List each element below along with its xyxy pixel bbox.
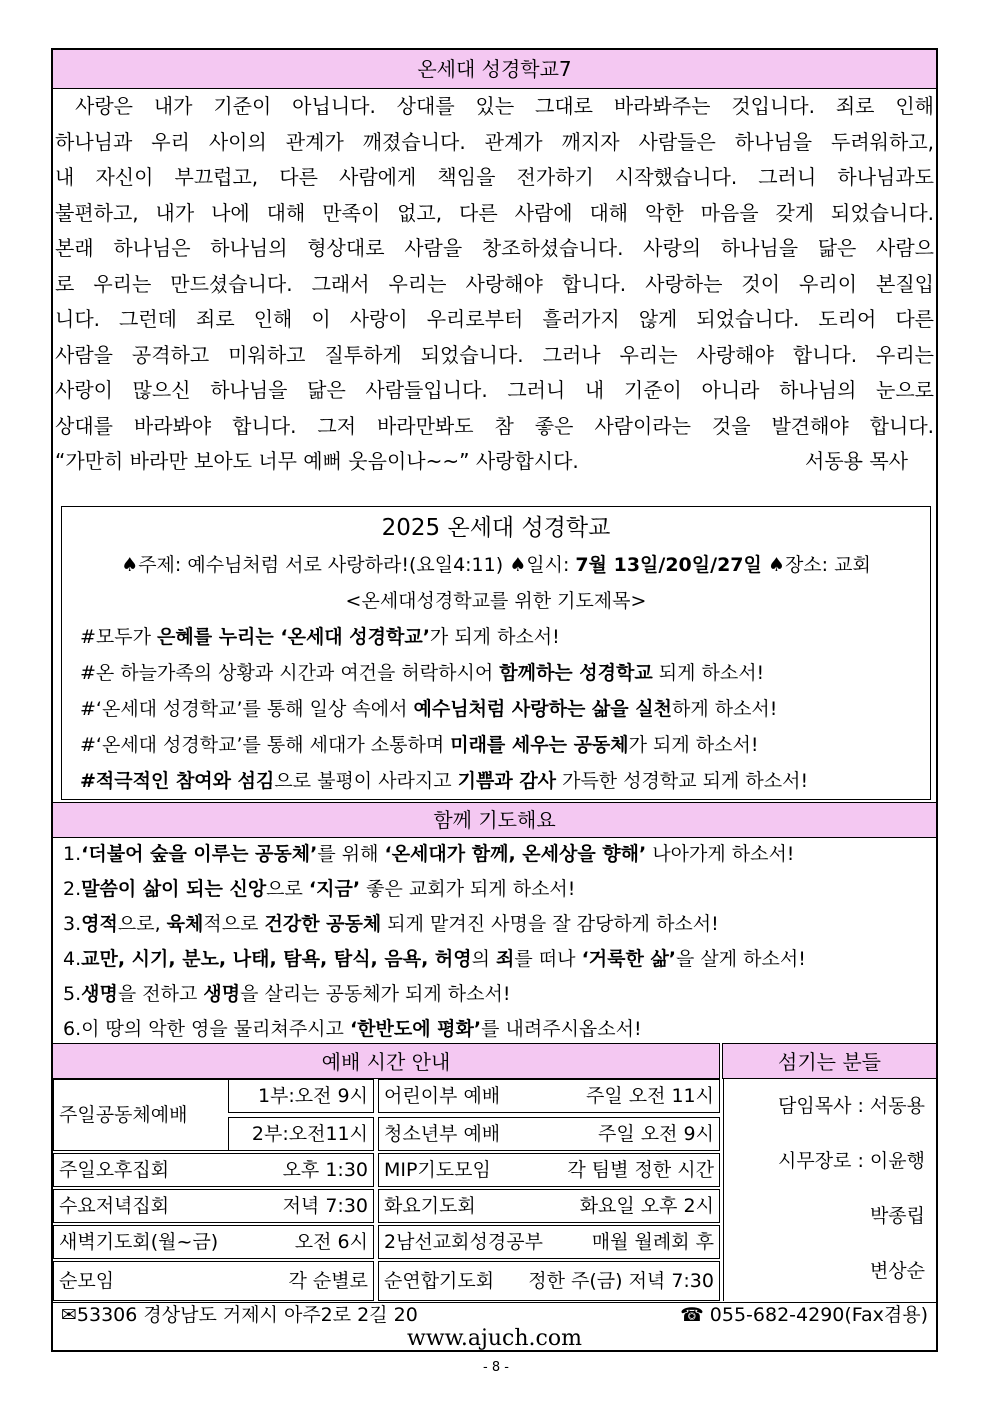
cell-group: 순모임 각 순별로 — [53, 1261, 374, 1301]
address: ✉53306 경상남도 거제시 아주2로 2길 20 — [61, 1304, 418, 1326]
phone: ☎ 055-682-4290(Fax겸용) — [680, 1304, 928, 1326]
children-service: 어린이부 예배 주일 오전 11시 — [378, 1079, 720, 1113]
date-label: ♠일시: — [509, 554, 570, 576]
prayer-fragment: #모두가 — [80, 626, 158, 648]
sunday-service-1: 1부:오전 9시 — [228, 1079, 374, 1113]
prayer-item — [63, 907, 933, 942]
bible-school-title: 2025 온세대 성경학교 — [381, 515, 611, 541]
prayer-fragment: 3. — [63, 913, 82, 935]
prayer-fragment: #‘온세대 성경학교’를 통해 일상 속에서 — [80, 698, 414, 720]
essay-line: 상대를 바라봐야 합니다. 그저 바라만봐도 참 좋은 사람이라는 것을 발견해야 합니다. — [55, 413, 934, 438]
mens-bible-study: 2남선교회성경공부 매월 월례회 후 — [378, 1225, 720, 1259]
prayer-fragment: 2. — [63, 878, 82, 900]
prayer-fragment: ‘거룩한 삶’ — [581, 948, 677, 970]
prayer-fragment: 기쁨과 감사 — [457, 770, 557, 792]
worship-section — [53, 1043, 936, 1301]
elder: 시무장로 : 이윤행 — [778, 1150, 925, 1172]
prayer-fragment: 5. — [63, 983, 82, 1005]
prayer-fragment: 교만, 시기, 분노, 나태, 탐욕, 탐식, 음욕, 허영 — [81, 948, 472, 970]
prayer-fragment: 6.이 땅의 악한 영을 물리쳐주시고 — [63, 1018, 350, 1040]
prayer-fragment: 가 되게 하소서! — [429, 626, 560, 648]
prayer-fragment: 을 살게 하소서! — [676, 948, 806, 970]
prayer-fragment: 가 되게 하소서! — [628, 734, 759, 756]
prayer-fragment: 영적 — [81, 913, 118, 935]
essay-line: 본래 하나님은 하나님의 형상대로 사람을 창조하셨습니다. 사랑의 하나님을 닮은 사람으 — [55, 236, 934, 260]
essay — [53, 89, 936, 540]
prayer-fragment: 나아가게 하소서! — [646, 843, 795, 865]
prayer-fragment: ‘한반도에 평화’ — [349, 1018, 482, 1040]
prayer-fragment: ‘더불어 숲을 이루는 공동체’ — [81, 843, 318, 865]
prayer-fragment: 육체 — [166, 913, 204, 935]
section-title: 온세대 성경학교7 — [53, 50, 936, 89]
theme-label: ♠주제: — [121, 554, 182, 576]
prayer-fragment: 를 내려주시옵소서! — [481, 1018, 642, 1040]
mip-prayer: MIP기도모임 각 팀별 정한 시간 — [378, 1153, 720, 1187]
prayer-fragment: ‘지금’ — [308, 878, 361, 900]
prayer-fragment: 가득한 성경학교 되게 하소서! — [556, 770, 809, 792]
author: 서동용 목사 — [805, 449, 908, 473]
bible-school-prayer-item — [62, 691, 930, 727]
worship-title: 예배 시간 안내 — [53, 1043, 720, 1079]
prayer-item — [63, 942, 933, 977]
website-link[interactable]: www.ajuch.com — [407, 1326, 582, 1351]
prayer-fragment: ‘온세대가 함께, 온세상을 향해’ — [384, 843, 647, 865]
place: 교회 — [834, 554, 871, 576]
prayer-fragment: 1. — [63, 843, 82, 865]
joint-prayer: 순연합기도회 정한 주(금) 저녁 7:30 — [378, 1261, 720, 1301]
bible-school-box — [61, 506, 931, 800]
prayer-fragment: 미래를 세우는 공동체 — [450, 734, 629, 756]
senior-pastor: 담임목사 : 서동용 — [778, 1095, 925, 1117]
essay-line: 불편하고, 내가 나에 대해 만족이 없고, 다른 사람에 대해 악한 마음을 갖게 되었습니다. — [55, 200, 934, 225]
closing-text: “가만히 바라만 보아도 너무 예뻐 웃음이나~~” 사랑합시다. — [55, 449, 579, 473]
prayer-fragment: 으로 — [266, 878, 309, 900]
prayer-topics-title: <온세대성경학교를 위한 기도제목> — [345, 590, 647, 612]
prayer-fragment: 하게 하소서! — [671, 698, 778, 720]
prayer-fragment: 말씀이 삶이 되는 신앙 — [81, 878, 267, 900]
prayer-item — [63, 872, 933, 907]
prayer-fragment: 으로, — [117, 913, 167, 935]
date: 7월 13일/20일/27일 — [575, 554, 762, 576]
essay-line: 하나님과 우리 사이의 관계가 깨졌습니다. 관계가 깨지자 사람들은 하나님을 두려워하고, — [55, 129, 934, 154]
elder-3: 변상순 — [869, 1260, 925, 1282]
prayer-fragment: 좋은 교회가 되게 하소서! — [360, 878, 576, 900]
essay-line: 니다. 그런데 죄로 인해 이 사랑이 우리로부터 흘러가지 않게 되었습니다. 도리어 다른 — [55, 307, 934, 331]
tuesday-prayer: 화요기도회 화요일 오후 2시 — [378, 1189, 720, 1223]
essay-line: 사랑은 내가 기준이 아닙니다. 상대를 있는 그대로 바라봐주는 것입니다. 죄로 인해 — [75, 94, 934, 118]
place-label: ♠장소: — [767, 554, 829, 576]
prayer-item — [63, 837, 933, 872]
bible-school-meta — [62, 547, 930, 583]
prayer-fragment: 예수님처럼 사랑하는 삶을 실천 — [413, 698, 672, 720]
prayer-fragment: 생명 — [203, 983, 241, 1005]
sunday-service-2: 2부:오전11시 — [228, 1117, 374, 1151]
prayer-fragment: 의 — [471, 948, 497, 970]
prayer-fragment: 를 위해 — [317, 843, 385, 865]
prayer-fragment: 건강한 공동체 — [264, 913, 382, 935]
bible-school-prayer-item — [62, 619, 930, 655]
prayer-item — [63, 977, 933, 1012]
prayer-fragment: #‘온세대 성경학교’를 통해 세대가 소통하며 — [80, 734, 451, 756]
youth-service: 청소년부 예배 주일 오전 9시 — [378, 1117, 720, 1151]
prayer-fragment: 은혜를 누리는 ‘온세대 성경학교’ — [157, 626, 430, 648]
sunday-service: 주일공동체예배 — [53, 1079, 228, 1151]
prayer-fragment: 함께하는 성경학교 — [499, 662, 653, 684]
theme: 예수님처럼 서로 사랑하라!(요일4:11) — [187, 554, 504, 576]
essay-last-line — [53, 444, 936, 480]
prayer-item — [63, 1012, 933, 1047]
servers-list — [723, 1079, 937, 1301]
essay-line: 사람을 공격하고 미워하고 질투하게 되었습니다. 그러나 우리는 사랑해야 합니다. 우리는 — [55, 342, 934, 367]
address-bar — [53, 1302, 936, 1326]
prayer-fragment: 죄 — [496, 948, 515, 970]
page-frame — [51, 48, 938, 1352]
essay-line: 사랑이 많으신 하나님을 닮은 사람들입니다. 그러니 내 기준이 아니라 하나님의 눈으로 — [55, 378, 934, 402]
prayer-fragment: 되게 맡겨진 사명을 잘 감당하게 하소서! — [381, 913, 719, 935]
servers-title: 섬기는 분들 — [722, 1043, 936, 1079]
bible-school-prayer-item — [62, 727, 930, 763]
prayer-fragment: 되게 하소서! — [652, 662, 765, 684]
bible-school-prayer-item — [62, 655, 930, 691]
prayer-fragment: 으로 불평이 사라지고 — [274, 770, 458, 792]
essay-line: 내 자신이 부끄럽고, 다른 사람에게 책임을 전가하기 시작했습니다. 그러니 하나님과도 — [55, 165, 934, 189]
prayer-fragment: #온 하늘가족의 상황과 시간과 여건을 허락하시어 — [80, 662, 500, 684]
elder-2: 박종립 — [869, 1205, 925, 1227]
prayer-fragment: 4. — [63, 948, 82, 970]
prayer-fragment: #적극적인 참여와 섬김 — [80, 770, 275, 792]
prayer-fragment: 를 떠나 — [514, 948, 582, 970]
page-number: - 8 - — [483, 1360, 509, 1375]
sunday-afternoon: 주일오후집회 오후 1:30 — [53, 1153, 374, 1187]
prayer-fragment: 적으로 — [203, 913, 265, 935]
wednesday-evening: 수요저녁집회 저녁 7:30 — [53, 1189, 374, 1223]
pray-together-title: 함께 기도해요 — [53, 802, 936, 838]
essay-line: 로 우리는 만드셨습니다. 그래서 우리는 사랑해야 합니다. 사랑하는 것이 우리이 본질입 — [55, 271, 934, 296]
prayer-fragment: 을 살리는 공동체가 되게 하소서! — [240, 983, 511, 1005]
prayer-fragment: 을 전하고 — [117, 983, 204, 1005]
bible-school-prayer-item — [62, 763, 930, 799]
dawn-prayer: 새벽기도회(월~금) 오전 6시 — [53, 1225, 374, 1259]
prayer-fragment: 생명 — [81, 983, 118, 1005]
prayer-list — [63, 837, 933, 1047]
